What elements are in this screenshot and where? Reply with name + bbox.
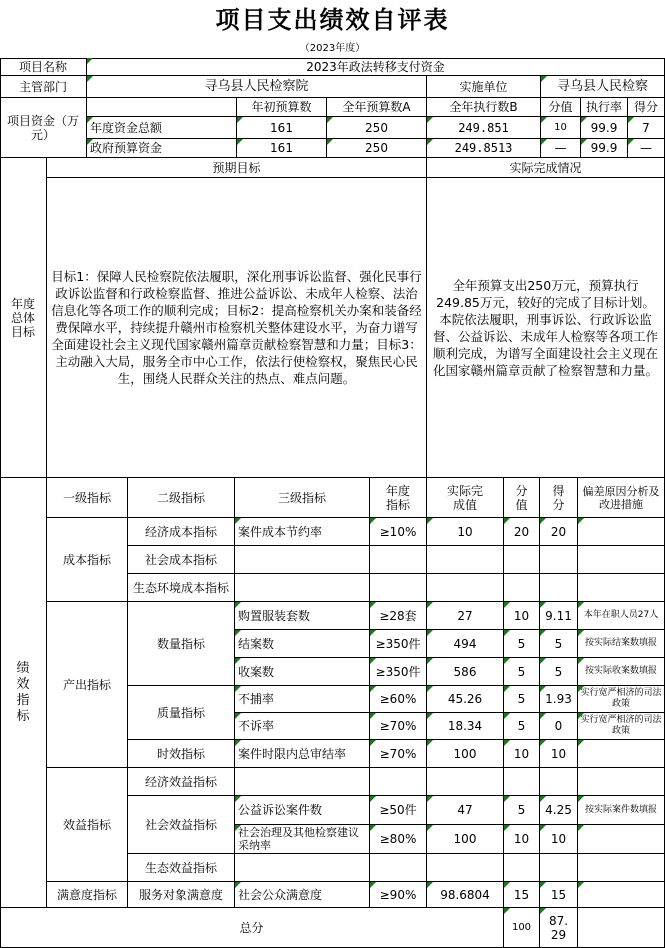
r5-target: ≥60% [370, 686, 427, 713]
exec-rate-header: 执行率 [581, 98, 628, 117]
r2-name: 购置服装套数 [235, 602, 370, 630]
level2-header: 二级指标 [128, 478, 235, 518]
r3-note: 按实际结案数填报 [578, 630, 665, 658]
annual-budget-header: 年初预算数 [237, 98, 327, 117]
blank-row-cell [504, 574, 540, 602]
r9-target: ≥80% [370, 825, 427, 854]
l2-service: 服务对象满意度 [128, 882, 235, 908]
expected-goal-cell [47, 178, 427, 478]
annual-goal-label: 年度总体目标 [0, 158, 47, 478]
r6-note: 实行宽严相济的司法政策 [578, 713, 665, 740]
blank-row-name [235, 854, 370, 882]
r5-name: 不捕率 [235, 686, 370, 713]
dept-label: 主管部门 [0, 76, 87, 98]
r2-weight: 10 [504, 602, 540, 630]
expected-goal-header: 预期目标 [47, 158, 427, 178]
actual-done-cell [427, 178, 665, 478]
r8-note: 按实际案件数填报 [578, 796, 665, 825]
year-indicator-header: 年度指标 [370, 478, 427, 518]
blank-row-cell [578, 574, 665, 602]
project-name-label: 项目名称 [0, 58, 87, 76]
r1-note [578, 518, 665, 546]
blank-row-cell [504, 546, 540, 574]
r3-name: 结案数 [235, 630, 370, 658]
r9-name: 社会治理及其他检察建议采纳率 [235, 825, 370, 854]
score-header: 得分 [628, 98, 665, 117]
dept-value: 寻乌县人民检察院 [87, 76, 427, 98]
gov-budget-exec: 249.8513 [427, 139, 541, 158]
r5-weight: 5 [504, 686, 540, 713]
r6-score: 0 [540, 713, 578, 740]
r5-actual: 45.26 [427, 686, 504, 713]
blank-row-cell [540, 574, 578, 602]
r8-actual: 47 [427, 796, 504, 825]
blank-row-name [235, 574, 370, 602]
r1-actual: 10 [427, 518, 504, 546]
r8-target: ≥50件 [370, 796, 427, 825]
l2-eco-benefit: 生态效益指标 [128, 854, 235, 882]
l2-quantity: 数量指标 [128, 602, 235, 686]
year-total-weight: 10 [541, 117, 581, 139]
total-label: 总分 [0, 908, 504, 948]
full-exec-header: 全年执行数B [427, 98, 541, 117]
l2-timeliness: 时效指标 [128, 740, 235, 768]
l1-satisfaction: 满意度指标 [47, 882, 128, 908]
blank-row-cell [427, 574, 504, 602]
year-total-full: 250 [327, 117, 427, 139]
impl-unit-label: 实施单位 [427, 76, 541, 98]
r1-score: 20 [540, 518, 578, 546]
total-note [578, 908, 665, 948]
total-score: 87.29 [540, 908, 578, 948]
year-total-exec: 249.851 [427, 117, 541, 139]
year-total-annual: 161 [237, 117, 327, 139]
weight-col-header: 分值 [504, 478, 540, 518]
l1-output: 产出指标 [47, 602, 128, 768]
blank-row-name [235, 546, 370, 574]
gov-budget-rate: 99.9 [581, 139, 628, 158]
perf-indicator-label: 绩效指标 [0, 478, 47, 908]
actual-value-header: 实际完成值 [427, 478, 504, 518]
l2-social-cost: 社会成本指标 [128, 546, 235, 574]
r10-name: 社会公众满意度 [235, 882, 370, 908]
score-col-header: 得分 [540, 478, 578, 518]
blank-row-cell [427, 854, 504, 882]
r2-score: 9.11 [540, 602, 578, 630]
year-total-rate: 99.9 [581, 117, 628, 139]
r3-actual: 494 [427, 630, 504, 658]
level1-header: 一级指标 [47, 478, 128, 518]
blank-row-cell [540, 546, 578, 574]
deviation-header: 偏差原因分析及改进措施 [578, 478, 665, 518]
impl-unit-value: 寻乌县人民检察 [541, 76, 665, 98]
r3-weight: 5 [504, 630, 540, 658]
r5-note: 实行宽严相济的司法政策 [578, 686, 665, 713]
r7-weight: 10 [504, 740, 540, 768]
r4-actual: 586 [427, 658, 504, 686]
r4-target: ≥350件 [370, 658, 427, 686]
r4-name: 收案数 [235, 658, 370, 686]
r4-weight: 5 [504, 658, 540, 686]
r10-actual: 98.6804 [427, 882, 504, 908]
blank-row-cell [578, 768, 665, 796]
r4-note: 按实际收案数填报 [578, 658, 665, 686]
r1-weight: 20 [504, 518, 540, 546]
year-total-score: 7 [628, 117, 665, 139]
r1-name: 案件成本节约率 [235, 518, 370, 546]
actual-done-header: 实际完成情况 [427, 158, 665, 178]
page-title: 项目支出绩效自评表 [215, 6, 450, 34]
l1-cost: 成本指标 [47, 518, 128, 602]
blank-row-name [235, 768, 370, 796]
r2-actual: 27 [427, 602, 504, 630]
year-total-label: 年度资金总额 [87, 117, 237, 139]
r5-score: 1.93 [540, 686, 578, 713]
r1-target: ≥10% [370, 518, 427, 546]
l2-econ-cost: 经济成本指标 [128, 518, 235, 546]
r6-actual: 18.34 [427, 713, 504, 740]
r10-weight: 15 [504, 882, 540, 908]
r6-name: 不诉率 [235, 713, 370, 740]
blank-row-cell [540, 768, 578, 796]
r9-score: 10 [540, 825, 578, 854]
gov-budget-score: — [628, 139, 665, 158]
r8-weight: 5 [504, 796, 540, 825]
total-weight: 100 [504, 908, 540, 948]
r10-target: ≥90% [370, 882, 427, 908]
blank-row-cell [540, 854, 578, 882]
level3-header: 三级指标 [235, 478, 370, 518]
blank-row-cell [370, 546, 427, 574]
r2-target: ≥28套 [370, 602, 427, 630]
r3-target: ≥350件 [370, 630, 427, 658]
r7-note [578, 740, 665, 768]
r4-score: 5 [540, 658, 578, 686]
gov-budget-annual: 161 [237, 139, 327, 158]
r9-note [578, 825, 665, 854]
l2-social-benefit: 社会效益指标 [128, 796, 235, 854]
gov-budget-weight: — [541, 139, 581, 158]
r6-target: ≥70% [370, 713, 427, 740]
r10-score: 15 [540, 882, 578, 908]
blank-row-cell [370, 768, 427, 796]
blank-row-cell [578, 854, 665, 882]
weight-header: 分值 [541, 98, 581, 117]
r7-actual: 100 [427, 740, 504, 768]
funds-label: 项目资金（万元） [0, 98, 87, 158]
expected-goal-text: 目标1：保障人民检察院依法履职，深化刑事诉讼监督、强化民事行政诉讼监督和行政检察监督、推进公益诉讼、未成年人检察、法治信息化等各项工作的顺利完成；目标2：提高检察机关办案和装备经费保障水平，持续提升赣州市检察机关整体建设水平，为奋力谱写全面建设社会主义现代国家赣州篇章贡献检察智慧和力量；目标3：主动融入大局，服务全市中心工作，依法行使检察权，聚焦民心民生，围绕人民群众关注的热点、难点问题。 [51, 269, 422, 386]
l2-quality: 质量指标 [128, 686, 235, 740]
r6-weight: 5 [504, 713, 540, 740]
l2-eco-cost: 生态环境成本指标 [128, 574, 235, 602]
r9-weight: 10 [504, 825, 540, 854]
r7-score: 10 [540, 740, 578, 768]
blank-row-cell [370, 854, 427, 882]
gov-budget-label: 政府预算资金 [87, 139, 237, 158]
r2-note: 本年在职人员27人 [578, 602, 665, 630]
r7-target: ≥70% [370, 740, 427, 768]
r8-score: 4.25 [540, 796, 578, 825]
blank-row-cell [578, 546, 665, 574]
project-name-value: 2023年政法转移支付资金 [87, 58, 665, 76]
blank-row-cell [504, 768, 540, 796]
actual-done-text: 全年预算支出250万元，预算执行249.85万元，较好的完成了目标计划。本院依法履职，刑事诉讼、行政诉讼监督、公益诉讼、未成年人检察等各项工作顺利完成，为谱写全面建设社会主义现在化国家赣州篇章贡献了检察智慧和力量。 [432, 277, 658, 378]
l2-econ-benefit: 经济效益指标 [128, 768, 235, 796]
l1-benefit: 效益指标 [47, 768, 128, 882]
r9-actual: 100 [427, 825, 504, 854]
r7-name: 案件时限内总审结率 [235, 740, 370, 768]
blank-row-cell [427, 768, 504, 796]
year-caption: （2023年度） [299, 43, 366, 54]
gov-budget-full: 250 [327, 139, 427, 158]
blank-row-cell [504, 854, 540, 882]
blank-row-cell [370, 574, 427, 602]
r3-score: 5 [540, 630, 578, 658]
r8-name: 公益诉讼案件数 [235, 796, 370, 825]
blank-row-cell [427, 546, 504, 574]
r10-note [578, 882, 665, 908]
funds-header-blank [87, 98, 237, 117]
full-budget-header: 全年预算数A [327, 98, 427, 117]
